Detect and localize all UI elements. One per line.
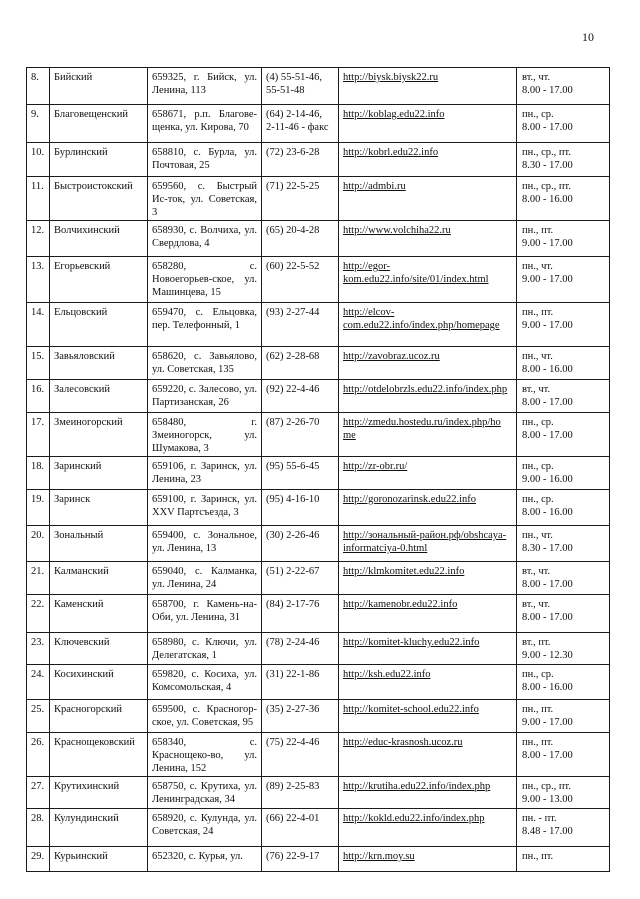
education-offices-table bbox=[26, 67, 610, 872]
row-number-cell bbox=[27, 700, 50, 733]
postal-address-cell bbox=[148, 562, 262, 595]
page-number: 10 bbox=[582, 30, 594, 44]
website-link-cell bbox=[339, 777, 517, 809]
postal-address: 658980, с. Ключи, ул. Делегатская, 1 bbox=[152, 637, 257, 661]
row-number: 18. bbox=[31, 461, 45, 472]
phone-number: (60) 22-5-52 bbox=[266, 261, 320, 272]
phone-number: (65) 20-4-28 bbox=[266, 225, 320, 236]
postal-address: 658480, г. Змеиногорск, ул. Шумакова, 3 bbox=[152, 417, 257, 454]
office-hours: пн., пт. 9.00 - 17.00 bbox=[522, 307, 573, 331]
row-number-cell bbox=[27, 303, 50, 347]
district-name-cell bbox=[50, 595, 148, 633]
postal-address-cell bbox=[148, 177, 262, 221]
row-number-cell bbox=[27, 847, 50, 872]
district-name-cell bbox=[50, 777, 148, 809]
phone-number-cell bbox=[262, 413, 339, 457]
website-link-cell bbox=[339, 413, 517, 457]
table-row bbox=[27, 177, 610, 221]
district-name: Благовещенский bbox=[54, 109, 129, 120]
website-link[interactable]: http://klmkomitet.edu22.info bbox=[343, 566, 465, 577]
website-link-cell bbox=[339, 221, 517, 257]
table-row bbox=[27, 347, 610, 380]
district-name-cell bbox=[50, 380, 148, 413]
district-name-cell bbox=[50, 457, 148, 490]
row-number: 12. bbox=[31, 225, 45, 236]
website-link[interactable]: http://зональный-район.рф/obshcaya- informatciya-0.html bbox=[343, 530, 507, 554]
postal-address: 659500, с. Красногор-ское, ул. Советская, 95 bbox=[152, 704, 257, 728]
office-hours: пн., ср. 8.00 - 16.00 bbox=[522, 669, 573, 693]
office-hours-cell bbox=[517, 595, 610, 633]
website-link[interactable]: http://kamenobr.edu22.info bbox=[343, 599, 458, 610]
website-link-cell bbox=[339, 303, 517, 347]
website-link[interactable]: http://krutiha.edu22.info/index.php bbox=[343, 781, 491, 792]
office-hours: пн. - пт. 8.48 - 17.00 bbox=[522, 813, 573, 837]
district-name-cell bbox=[50, 633, 148, 665]
website-link[interactable]: http://zavobraz.ucoz.ru bbox=[343, 351, 440, 362]
postal-address-cell bbox=[148, 221, 262, 257]
phone-number-cell bbox=[262, 143, 339, 177]
postal-address: 659400, с. Зональное, ул. Ленина, 13 bbox=[152, 530, 257, 554]
district-name-cell bbox=[50, 847, 148, 872]
office-hours-cell bbox=[517, 105, 610, 143]
phone-number: (35) 2-27-36 bbox=[266, 704, 320, 715]
website-link-cell bbox=[339, 665, 517, 700]
office-hours-cell bbox=[517, 777, 610, 809]
website-link-cell bbox=[339, 526, 517, 562]
postal-address-cell bbox=[148, 143, 262, 177]
office-hours: пн., ср. 8.00 - 17.00 bbox=[522, 417, 573, 441]
office-hours-cell bbox=[517, 733, 610, 777]
office-hours-cell bbox=[517, 303, 610, 347]
district-name-cell bbox=[50, 413, 148, 457]
office-hours: вт., чт. 8.00 - 17.00 bbox=[522, 384, 573, 408]
postal-address-cell bbox=[148, 457, 262, 490]
row-number-cell bbox=[27, 526, 50, 562]
phone-number: (95) 55-6-45 bbox=[266, 461, 320, 472]
row-number: 21. bbox=[31, 566, 45, 577]
row-number: 13. bbox=[31, 261, 45, 272]
phone-number-cell bbox=[262, 303, 339, 347]
row-number: 16. bbox=[31, 384, 45, 395]
office-hours: пн., пт. 9.00 - 17.00 bbox=[522, 704, 573, 728]
website-link[interactable]: http://biysk.biysk22.ru bbox=[343, 72, 439, 83]
table-row bbox=[27, 733, 610, 777]
phone-number: (51) 2-22-67 bbox=[266, 566, 320, 577]
row-number-cell bbox=[27, 633, 50, 665]
office-hours-cell bbox=[517, 562, 610, 595]
postal-address: 659100, г. Заринск, ул. XXV Партсъезда, 3 bbox=[152, 494, 257, 518]
district-name: Зональный bbox=[54, 530, 104, 541]
postal-address-cell bbox=[148, 347, 262, 380]
district-name: Ельцовский bbox=[54, 307, 108, 318]
office-hours-cell bbox=[517, 847, 610, 872]
office-hours: пн., ср., пт. 8.00 - 16.00 bbox=[522, 181, 573, 205]
office-hours-cell bbox=[517, 380, 610, 413]
website-link-cell bbox=[339, 380, 517, 413]
postal-address-cell bbox=[148, 303, 262, 347]
district-name-cell bbox=[50, 105, 148, 143]
row-number-cell bbox=[27, 562, 50, 595]
district-name-cell bbox=[50, 257, 148, 303]
postal-address-cell bbox=[148, 847, 262, 872]
postal-address-cell bbox=[148, 633, 262, 665]
table-row bbox=[27, 665, 610, 700]
phone-number-cell bbox=[262, 777, 339, 809]
website-link-cell bbox=[339, 595, 517, 633]
table-row bbox=[27, 847, 610, 872]
phone-number: (71) 22-5-25 bbox=[266, 181, 320, 192]
office-hours: вт., пт. 9.00 - 12.30 bbox=[522, 637, 573, 661]
row-number-cell bbox=[27, 457, 50, 490]
district-name-cell bbox=[50, 490, 148, 526]
table-row bbox=[27, 380, 610, 413]
office-hours-cell bbox=[517, 68, 610, 105]
table-row bbox=[27, 809, 610, 847]
website-link[interactable]: http://kobrl.edu22.info bbox=[343, 147, 439, 158]
row-number-cell bbox=[27, 809, 50, 847]
postal-address-cell bbox=[148, 809, 262, 847]
row-number-cell bbox=[27, 380, 50, 413]
row-number-cell bbox=[27, 347, 50, 380]
office-hours-cell bbox=[517, 347, 610, 380]
office-hours-cell bbox=[517, 221, 610, 257]
postal-address-cell bbox=[148, 68, 262, 105]
postal-address: 658930, с. Волчиха, ул. Свердлова, 4 bbox=[152, 225, 257, 249]
phone-number-cell bbox=[262, 733, 339, 777]
postal-address-cell bbox=[148, 665, 262, 700]
district-name-cell bbox=[50, 526, 148, 562]
row-number-cell bbox=[27, 665, 50, 700]
row-number-cell bbox=[27, 413, 50, 457]
office-hours: пн., ср. 9.00 - 16.00 bbox=[522, 461, 573, 485]
row-number: 20. bbox=[31, 530, 45, 541]
website-link[interactable]: http://admbi.ru bbox=[343, 181, 406, 192]
district-name: Змеиногорский bbox=[54, 417, 123, 428]
website-link[interactable]: http://egor- kom.edu22.info/site/01/index.html bbox=[343, 261, 489, 285]
office-hours-cell bbox=[517, 177, 610, 221]
postal-address: 659325, г. Бийск, ул. Ленина, 113 bbox=[152, 72, 257, 96]
office-hours: пн., ср. 8.00 - 16.00 bbox=[522, 494, 573, 518]
row-number: 24. bbox=[31, 669, 45, 680]
office-hours: пн., ср., пт. 8.30 - 17.00 bbox=[522, 147, 573, 171]
postal-address-cell bbox=[148, 777, 262, 809]
phone-number: (87) 2-26-70 bbox=[266, 417, 320, 428]
district-name: Калманский bbox=[54, 566, 109, 577]
office-hours-cell bbox=[517, 700, 610, 733]
table-row bbox=[27, 257, 610, 303]
row-number: 10. bbox=[31, 147, 45, 158]
postal-address-cell bbox=[148, 733, 262, 777]
office-hours-cell bbox=[517, 143, 610, 177]
website-link[interactable]: http://komitet-school.edu22.info bbox=[343, 704, 479, 715]
row-number: 15. bbox=[31, 351, 45, 362]
row-number-cell bbox=[27, 177, 50, 221]
postal-address-cell bbox=[148, 413, 262, 457]
district-name-cell bbox=[50, 68, 148, 105]
phone-number-cell bbox=[262, 257, 339, 303]
table-row bbox=[27, 143, 610, 177]
website-link-cell bbox=[339, 733, 517, 777]
website-link-cell bbox=[339, 490, 517, 526]
district-name: Бурлинский bbox=[54, 147, 108, 158]
postal-address-cell bbox=[148, 526, 262, 562]
office-hours-cell bbox=[517, 526, 610, 562]
phone-number-cell bbox=[262, 700, 339, 733]
website-link-cell bbox=[339, 143, 517, 177]
office-hours: пн., пт. bbox=[522, 851, 554, 862]
district-name-cell bbox=[50, 733, 148, 777]
website-link-cell bbox=[339, 457, 517, 490]
table-row bbox=[27, 633, 610, 665]
row-number: 29. bbox=[31, 851, 45, 862]
table-row bbox=[27, 303, 610, 347]
website-link[interactable]: http://zr-obr.ru/ bbox=[343, 461, 408, 472]
row-number: 8. bbox=[31, 72, 39, 83]
table-row bbox=[27, 595, 610, 633]
website-link-cell bbox=[339, 177, 517, 221]
office-hours: пн., пт. 9.00 - 17.00 bbox=[522, 225, 573, 249]
website-link[interactable]: http://goronozarinsk.edu22.info bbox=[343, 494, 476, 505]
district-name-cell bbox=[50, 665, 148, 700]
district-name: Косихинский bbox=[54, 669, 114, 680]
district-name: Егорьевский bbox=[54, 261, 111, 272]
district-name: Завьяловский bbox=[54, 351, 115, 362]
postal-address: 658920, с. Кулунда, ул. Советская, 24 bbox=[152, 813, 257, 837]
phone-number-cell bbox=[262, 526, 339, 562]
postal-address-cell bbox=[148, 595, 262, 633]
website-link[interactable]: http://zmedu.hostedu.ru/index.php/ho me bbox=[343, 417, 501, 441]
website-link-cell bbox=[339, 257, 517, 303]
district-name: Быстроистокский bbox=[54, 181, 133, 192]
office-hours: пн., ср., пт. 9.00 - 13.00 bbox=[522, 781, 573, 805]
row-number-cell bbox=[27, 595, 50, 633]
table-row bbox=[27, 526, 610, 562]
phone-number-cell bbox=[262, 490, 339, 526]
district-name: Крутихинский bbox=[54, 781, 120, 792]
row-number-cell bbox=[27, 105, 50, 143]
postal-address: 659220, с. Залесово, ул. Партизанская, 26 bbox=[152, 384, 257, 408]
office-hours-cell bbox=[517, 490, 610, 526]
website-link-cell bbox=[339, 105, 517, 143]
row-number: 28. bbox=[31, 813, 45, 824]
postal-address-cell bbox=[148, 105, 262, 143]
phone-number-cell bbox=[262, 633, 339, 665]
district-name-cell bbox=[50, 562, 148, 595]
office-hours: пн., чт. 8.30 - 17.00 bbox=[522, 530, 573, 554]
district-name-cell bbox=[50, 177, 148, 221]
phone-number: (75) 22-4-46 bbox=[266, 737, 320, 748]
table-row bbox=[27, 457, 610, 490]
office-hours: пн., чт. 8.00 - 16.00 bbox=[522, 351, 573, 375]
website-link-cell bbox=[339, 700, 517, 733]
row-number-cell bbox=[27, 68, 50, 105]
phone-number: (92) 22-4-46 bbox=[266, 384, 320, 395]
office-hours-cell bbox=[517, 457, 610, 490]
table-row bbox=[27, 413, 610, 457]
row-number-cell bbox=[27, 777, 50, 809]
website-link[interactable]: http://ksh.edu22.info bbox=[343, 669, 431, 680]
postal-address: 658700, г. Камень-на-Оби, ул. Ленина, 31 bbox=[152, 599, 257, 623]
district-name: Заринский bbox=[54, 461, 102, 472]
phone-number: (62) 2-28-68 bbox=[266, 351, 320, 362]
district-name-cell bbox=[50, 700, 148, 733]
postal-address: 658280, с. Новоегорьев-ское, ул. Машинцева, 15 bbox=[152, 261, 257, 298]
district-name: Заринск bbox=[54, 494, 91, 505]
postal-address: 658671, р.п. Благове-щенка, ул. Кирова, 70 bbox=[152, 109, 257, 133]
phone-number: (89) 2-25-83 bbox=[266, 781, 320, 792]
office-hours: вт., чт. 8.00 - 17.00 bbox=[522, 599, 573, 623]
phone-number-cell bbox=[262, 665, 339, 700]
website-link[interactable]: http://www.volchiha22.ru bbox=[343, 225, 451, 236]
district-name: Ключевский bbox=[54, 637, 110, 648]
postal-address: 659560, с. Быстрый Ис-ток, ул. Советская, 3 bbox=[152, 181, 257, 218]
row-number: 22. bbox=[31, 599, 45, 610]
district-name-cell bbox=[50, 347, 148, 380]
postal-address-cell bbox=[148, 700, 262, 733]
row-number-cell bbox=[27, 490, 50, 526]
row-number: 23. bbox=[31, 637, 45, 648]
table-row bbox=[27, 562, 610, 595]
website-link[interactable]: http://krn.moy.su bbox=[343, 851, 415, 862]
row-number: 27. bbox=[31, 781, 45, 792]
website-link-cell bbox=[339, 347, 517, 380]
phone-number: (30) 2-26-46 bbox=[266, 530, 320, 541]
website-link[interactable]: http://educ-krasnosh.ucoz.ru bbox=[343, 737, 463, 748]
office-hours: пн., ср. 8.00 - 17.00 bbox=[522, 109, 573, 133]
website-link[interactable]: http://komitet-kluchy.edu22.info bbox=[343, 637, 480, 648]
phone-number: (78) 2-24-46 bbox=[266, 637, 320, 648]
phone-number: (64) 2-14-46, 2-11-46 - факс bbox=[266, 109, 329, 133]
phone-number: (76) 22-9-17 bbox=[266, 851, 320, 862]
postal-address: 658810, с. Бурла, ул. Почтовая, 25 bbox=[152, 147, 257, 171]
district-name: Каменский bbox=[54, 599, 104, 610]
table-row bbox=[27, 777, 610, 809]
phone-number-cell bbox=[262, 105, 339, 143]
website-link-cell bbox=[339, 633, 517, 665]
row-number: 19. bbox=[31, 494, 45, 505]
postal-address-cell bbox=[148, 380, 262, 413]
district-name-cell bbox=[50, 143, 148, 177]
website-link-cell bbox=[339, 68, 517, 105]
website-link-cell bbox=[339, 847, 517, 872]
website-link[interactable]: http://elcov- com.edu22.info/index.php/homepage bbox=[343, 307, 500, 331]
phone-number-cell bbox=[262, 177, 339, 221]
phone-number-cell bbox=[262, 847, 339, 872]
phone-number: (84) 2-17-76 bbox=[266, 599, 320, 610]
office-hours-cell bbox=[517, 413, 610, 457]
district-name: Бийский bbox=[54, 72, 93, 83]
website-link[interactable]: http://koblag.edu22.info bbox=[343, 109, 445, 120]
district-name: Волчихинский bbox=[54, 225, 120, 236]
table-row bbox=[27, 700, 610, 733]
phone-number-cell bbox=[262, 457, 339, 490]
office-hours-cell bbox=[517, 665, 610, 700]
row-number: 9. bbox=[31, 109, 39, 120]
postal-address: 659040, с. Калманка, ул. Ленина, 24 bbox=[152, 566, 257, 590]
row-number: 11. bbox=[31, 181, 44, 192]
website-link-cell bbox=[339, 562, 517, 595]
district-name: Красногорский bbox=[54, 704, 122, 715]
office-hours: вт., чт. 8.00 - 17.00 bbox=[522, 566, 573, 590]
phone-number: (72) 23-6-28 bbox=[266, 147, 320, 158]
phone-number-cell bbox=[262, 595, 339, 633]
row-number-cell bbox=[27, 257, 50, 303]
district-name: Кулундинский bbox=[54, 813, 119, 824]
postal-address-cell bbox=[148, 257, 262, 303]
phone-number-cell bbox=[262, 347, 339, 380]
postal-address: 659470, с. Ельцовка, пер. Телефонный, 1 bbox=[152, 307, 257, 331]
office-hours: пн., пт. 8.00 - 17.00 bbox=[522, 737, 573, 761]
row-number: 25. bbox=[31, 704, 45, 715]
row-number-cell bbox=[27, 143, 50, 177]
postal-address: 659820, с. Косиха, ул. Комсомольская, 4 bbox=[152, 669, 257, 693]
table-row bbox=[27, 221, 610, 257]
row-number-cell bbox=[27, 733, 50, 777]
row-number: 17. bbox=[31, 417, 45, 428]
office-hours: вт., чт. 8.00 - 17.00 bbox=[522, 72, 573, 96]
district-name: Залесовский bbox=[54, 384, 110, 395]
phone-number-cell bbox=[262, 380, 339, 413]
phone-number: (31) 22-1-86 bbox=[266, 669, 320, 680]
district-name: Краснощековский bbox=[54, 737, 135, 748]
office-hours: пн., чт. 9.00 - 17.00 bbox=[522, 261, 573, 285]
office-hours-cell bbox=[517, 257, 610, 303]
district-name-cell bbox=[50, 221, 148, 257]
row-number-cell bbox=[27, 221, 50, 257]
office-hours-cell bbox=[517, 633, 610, 665]
phone-number: (4) 55-51-46, 55-51-48 bbox=[266, 72, 322, 96]
postal-address: 652320, с. Курья, ул. bbox=[152, 851, 243, 862]
postal-address: 658750, с. Крутиха, ул. Ленинградская, 34 bbox=[152, 781, 257, 805]
phone-number-cell bbox=[262, 221, 339, 257]
phone-number-cell bbox=[262, 562, 339, 595]
website-link[interactable]: http://kokld.edu22.info/index.php bbox=[343, 813, 485, 824]
postal-address: 658620, с. Завьялово, ул. Советская, 135 bbox=[152, 351, 257, 375]
postal-address-cell bbox=[148, 490, 262, 526]
district-name: Курьинский bbox=[54, 851, 108, 862]
phone-number-cell bbox=[262, 68, 339, 105]
phone-number: (95) 4-16-10 bbox=[266, 494, 320, 505]
row-number: 26. bbox=[31, 737, 45, 748]
table-row bbox=[27, 490, 610, 526]
postal-address: 658340, с. Краснощеко-во, ул. Ленина, 152 bbox=[152, 737, 257, 774]
row-number: 14. bbox=[31, 307, 45, 318]
phone-number: (93) 2-27-44 bbox=[266, 307, 320, 318]
table-row bbox=[27, 68, 610, 105]
phone-number-cell bbox=[262, 809, 339, 847]
website-link-cell bbox=[339, 809, 517, 847]
table-row bbox=[27, 105, 610, 143]
website-link[interactable]: http://otdelobrzls.edu22.info/index.php bbox=[343, 384, 508, 395]
district-name-cell bbox=[50, 303, 148, 347]
district-name-cell bbox=[50, 809, 148, 847]
office-hours-cell bbox=[517, 809, 610, 847]
postal-address: 659106, г. Заринск, ул. Ленина, 23 bbox=[152, 461, 257, 485]
phone-number: (66) 22-4-01 bbox=[266, 813, 320, 824]
